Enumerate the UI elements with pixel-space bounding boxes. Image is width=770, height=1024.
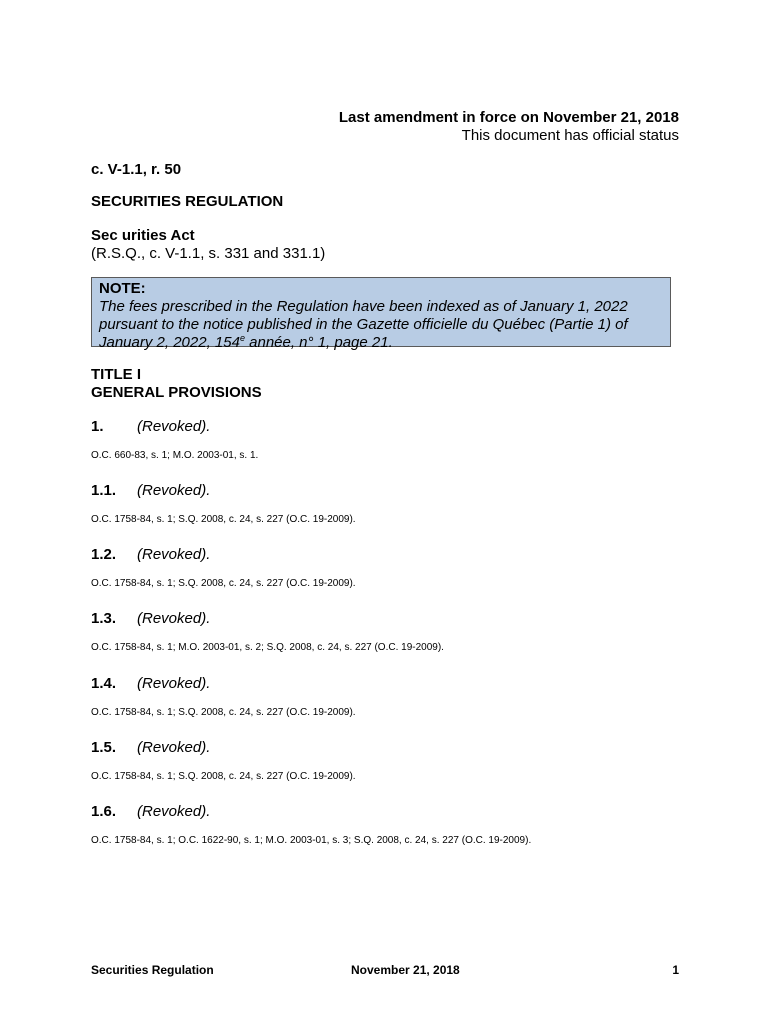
note-superscript: e [239, 333, 245, 343]
section-text: (Revoked). [137, 803, 211, 820]
enabling-act [91, 227, 325, 263]
act-reference: (R.S.Q., c. V-1.1, s. 331 and 331.1) [91, 245, 326, 262]
section-reference: O.C. 1758-84, s. 1; O.C. 1622-90, s. 1; M.O. 2003-01, s. 3; S.Q. 2008, c. 24, s. 227 (O.C. 19-2009). [91, 835, 532, 846]
section-text: (Revoked). [137, 739, 211, 756]
section-number: 1.5. [91, 739, 117, 756]
section-text: (Revoked). [137, 418, 211, 435]
section-text: (Revoked). [137, 482, 211, 499]
footer-document-title: Securities Regulation [91, 963, 214, 977]
note-line-3-start: January 2, 2022, 154 [99, 334, 240, 351]
title-heading [91, 366, 262, 402]
regulation-title: SECURITIES REGULATION [91, 193, 284, 210]
section-1-5 [91, 739, 356, 783]
act-name: Sec urities Act [91, 227, 195, 244]
section-number: 1.6. [91, 803, 117, 820]
note-heading: NOTE: [99, 280, 146, 297]
section-number: 1. [91, 418, 104, 435]
note-line-3 [99, 334, 663, 352]
title-name: GENERAL PROVISIONS [91, 384, 262, 401]
section-number: 1.3. [91, 610, 117, 627]
section-text: (Revoked). [137, 675, 211, 692]
official-status-text: This document has official status [461, 127, 679, 144]
section-text: (Revoked). [137, 610, 211, 627]
section-reference: O.C. 1758-84, s. 1; S.Q. 2008, c. 24, s. 227 (O.C. 19-2009). [91, 707, 356, 718]
footer-date: November 21, 2018 [351, 963, 460, 977]
document-status-header [339, 109, 679, 145]
note-line-2: pursuant to the notice published in the Gazette officielle du Québec (Partie 1) of [99, 316, 628, 333]
section-reference: O.C. 1758-84, s. 1; M.O. 2003-01, s. 2; S.Q. 2008, c. 24, s. 227 (O.C. 19-2009). [91, 642, 444, 653]
section-1-1 [91, 482, 356, 526]
section-1-3 [91, 610, 444, 654]
section-1 [91, 418, 258, 462]
note-line-1: The fees prescribed in the Regulation have been indexed as of January 1, 2022 [99, 298, 628, 315]
page-number: 1 [672, 963, 679, 977]
section-number: 1.1. [91, 482, 117, 499]
section-reference: O.C. 1758-84, s. 1; S.Q. 2008, c. 24, s. 227 (O.C. 19-2009). [91, 578, 356, 589]
regulation-citation: c. V-1.1, r. 50 [91, 161, 182, 178]
section-text: (Revoked). [137, 546, 211, 563]
section-reference: O.C. 1758-84, s. 1; S.Q. 2008, c. 24, s. 227 (O.C. 19-2009). [91, 771, 356, 782]
indexation-note-box [91, 277, 671, 351]
section-1-2 [91, 546, 356, 590]
last-amendment-text: Last amendment in force on November 21, 2018 [338, 109, 679, 126]
title-number: TITLE I [91, 366, 141, 383]
section-reference: O.C. 660-83, s. 1; M.O. 2003-01, s. 1. [91, 450, 259, 461]
section-1-6 [91, 803, 531, 847]
note-line-3-end: année, n° 1, page 21. [244, 334, 393, 351]
section-number: 1.2. [91, 546, 117, 563]
section-number: 1.4. [91, 675, 117, 692]
section-1-4 [91, 675, 356, 719]
section-reference: O.C. 1758-84, s. 1; S.Q. 2008, c. 24, s. 227 (O.C. 19-2009). [91, 514, 356, 525]
